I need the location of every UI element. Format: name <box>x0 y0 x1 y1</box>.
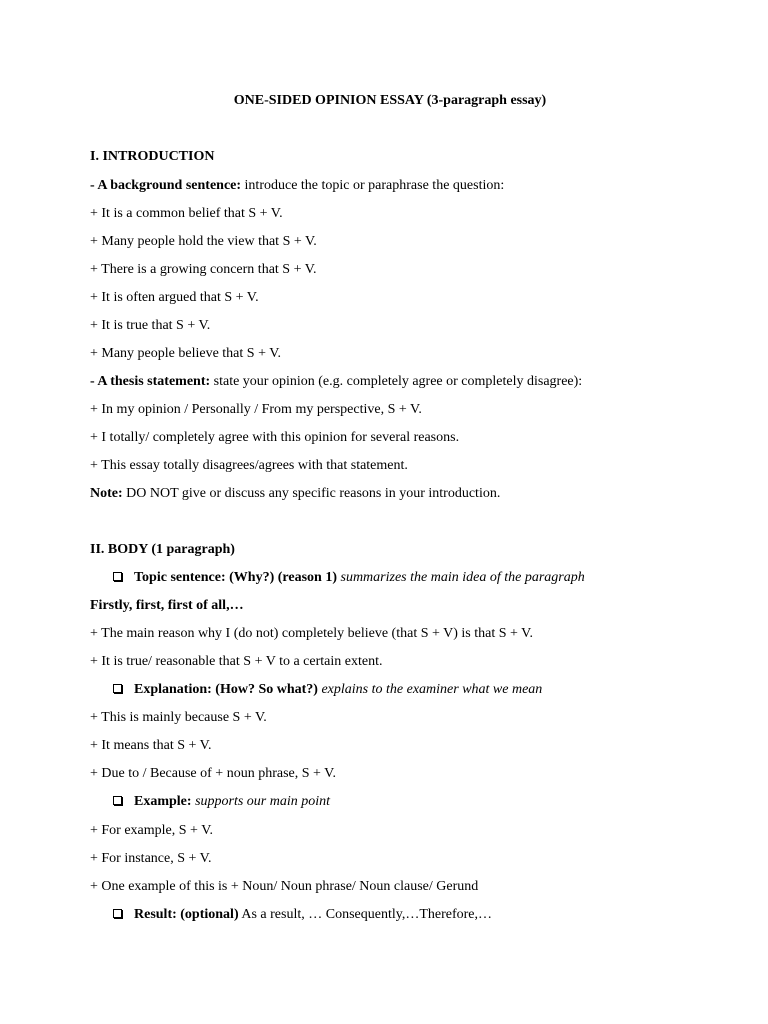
section-heading-introduction: I. INTRODUCTION <box>90 149 215 164</box>
checkbox-bullet-icon <box>113 796 122 805</box>
topic-sentence-bullet <box>113 569 585 587</box>
list-item: + Many people hold the view that S + V. <box>90 234 317 249</box>
topic-sentence-label: Topic sentence: (Why?) (reason 1) <box>134 570 337 585</box>
list-item: + For example, S + V. <box>90 823 213 838</box>
section-heading-body: II. BODY (1 paragraph) <box>90 542 235 557</box>
thesis-statement-line <box>90 373 582 391</box>
list-item: + It is a common belief that S + V. <box>90 206 283 221</box>
example-label: Example: <box>134 794 192 809</box>
explanation-desc: explains to the examiner what we mean <box>317 682 543 697</box>
checkbox-bullet-icon <box>113 909 122 918</box>
note-text: DO NOT give or discuss any specific reasons in your introduction. <box>122 486 501 501</box>
list-item: + I totally/ completely agree with this opinion for several reasons. <box>90 430 460 445</box>
example-bullet <box>113 793 330 811</box>
background-sentence-line <box>90 177 504 195</box>
list-item: + It is true that S + V. <box>90 318 211 333</box>
note-line <box>90 485 500 503</box>
background-sentence-text: introduce the topic or paraphrase the question: <box>241 178 505 193</box>
checkbox-bullet-icon <box>113 684 122 693</box>
thesis-statement-label: - A thesis statement: <box>90 374 211 389</box>
result-bullet <box>113 906 492 924</box>
document-title: ONE-SIDED OPINION ESSAY (3-paragraph essay) <box>233 93 547 108</box>
topic-sentence-desc: summarizes the main idea of the paragraph <box>337 570 585 585</box>
thesis-statement-text: state your opinion (e.g. completely agree or completely disagree): <box>210 374 583 389</box>
list-item: + There is a growing concern that S + V. <box>90 262 317 277</box>
note-label: Note: <box>90 486 123 501</box>
transition-words: Firstly, first, first of all,… <box>90 598 244 613</box>
list-item: + One example of this is + Noun/ Noun phrase/ Noun clause/ Gerund <box>90 879 479 894</box>
example-desc: supports our main point <box>191 794 331 809</box>
list-item: + It means that S + V. <box>90 738 212 753</box>
list-item: + This essay totally disagrees/agrees with that statement. <box>90 458 408 473</box>
list-item: + This is mainly because S + V. <box>90 710 267 725</box>
result-text: As a result, … Consequently,…Therefore,… <box>238 907 492 922</box>
list-item: + It is often argued that S + V. <box>90 290 259 305</box>
list-item: + For instance, S + V. <box>90 851 212 866</box>
list-item: + It is true/ reasonable that S + V to a certain extent. <box>90 654 383 669</box>
list-item: + The main reason why I (do not) completely believe (that S + V) is that S + V. <box>90 626 533 641</box>
list-item: + In my opinion / Personally / From my perspective, S + V. <box>90 402 422 417</box>
list-item: + Due to / Because of + noun phrase, S + V. <box>90 766 336 781</box>
list-item: + Many people believe that S + V. <box>90 346 282 361</box>
result-label: Result: (optional) <box>134 907 239 922</box>
explanation-label: Explanation: (How? So what?) <box>134 682 318 697</box>
background-sentence-label: - A background sentence: <box>90 178 242 193</box>
checkbox-bullet-icon <box>113 572 122 581</box>
explanation-bullet <box>113 681 542 699</box>
